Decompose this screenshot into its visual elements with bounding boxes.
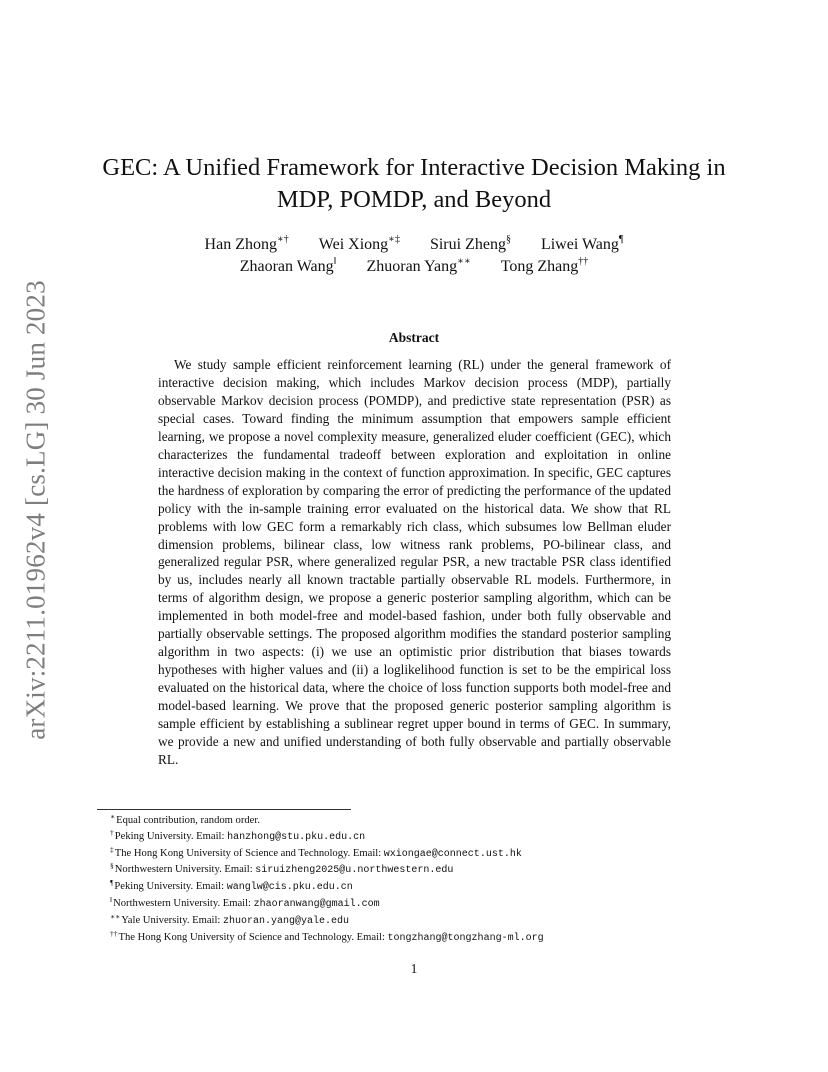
footnote-mark: ‡ bbox=[110, 844, 114, 854]
footnote-mark: ‖ bbox=[110, 894, 113, 904]
footnote-email: zhuoran.yang@yale.edu bbox=[223, 915, 350, 927]
footnote-mark: § bbox=[110, 861, 114, 871]
author-row-1 bbox=[0, 234, 828, 256]
author-footnote-mark: ∗‡ bbox=[388, 234, 400, 245]
abstract-heading: Abstract bbox=[388, 330, 440, 345]
author bbox=[319, 234, 400, 256]
footnote-item bbox=[110, 896, 750, 913]
author-footnote-mark: ‖ bbox=[333, 256, 337, 267]
footnote-mark: † bbox=[110, 827, 114, 837]
author-footnote-mark: § bbox=[505, 234, 511, 245]
footnote-email: tongzhang@tongzhang-ml.org bbox=[387, 932, 544, 944]
footnote-item bbox=[110, 862, 750, 879]
author-name: Tong Zhang bbox=[500, 258, 579, 275]
author bbox=[205, 234, 289, 256]
author-footnote-mark: ¶ bbox=[618, 234, 624, 245]
author-name: Liwei Wang bbox=[540, 236, 619, 253]
footnote-divider bbox=[97, 809, 351, 810]
author-footnote-mark: ∗∗ bbox=[457, 256, 471, 267]
footnote-item bbox=[110, 913, 750, 930]
footnote-item bbox=[110, 846, 750, 863]
author bbox=[240, 256, 337, 278]
footnote-mark: ∗ bbox=[110, 812, 116, 821]
footnote-text: Yale University. Email: bbox=[121, 914, 224, 926]
footnote-text: Equal contribution, random order. bbox=[116, 815, 260, 826]
footnote-item bbox=[110, 930, 750, 947]
paper-title-line-1: GEC: A Unified Framework for Interactive Decision Making in bbox=[102, 154, 726, 181]
author-name: Zhuoran Yang bbox=[366, 258, 458, 275]
footnote-text: Peking University. Email: bbox=[114, 830, 228, 842]
author-footnote-mark: †† bbox=[578, 256, 589, 267]
paper-title bbox=[0, 152, 828, 216]
footnote-mark: ∗∗ bbox=[110, 911, 121, 921]
page-number: 1 bbox=[410, 961, 418, 976]
footnote-text: The Hong Kong University of Science and Technology. Email: bbox=[114, 847, 384, 859]
footnote-text: The Hong Kong University of Science and Technology. Email: bbox=[118, 931, 388, 943]
footnote-item bbox=[110, 813, 750, 829]
abstract-text: We study sample efficient reinforcement learning (RL) under the general framework of interactive decision making, which includes Markov decision process (MDP), partially observable Markov decision process (POMDP), and predictive state representation (PSR) as special cases. Toward finding the minimum assumption that empowers sample efficient learning, we propose a novel complexity measure, generalized eluder coefficient (GEC), which characterizes the fundamental tradeoff between exploration and exploitation in online interactive decision making in the context of function approximation. In specific, GEC captures the hardness of exploration by comparing the error of predicting the performance of the updated policy with the in-sample training error evaluated on the historical data. We show that RL problems with low GEC form a remarkably rich class, which subsumes low Bellman eluder dimension problems, bilinear class, low witness rank problems, PO-bilinear class, and generalized regular PSR, where generalized regular PSR, a new tractable PSR class identified by us, includes nearly all known tractable partially observable RL models. Furthermore, in terms of algorithm design, we propose a generic posterior sampling algorithm, which can be implemented in both model-free and model-based fashion, under both fully observable and partially observable settings. The proposed algorithm modifies the standard posterior sampling algorithm in two aspects: (i) we use an optimistic prior distribution that biases towards hypotheses with higher values and (ii) a loglikelihood function is set to be the empirical loss evaluated on the historical data, where the choice of loss function supports both model-free and model-based learning. We prove that the proposed generic posterior sampling algorithm is sample efficient by establishing a sublinear regret upper bound in terms of GEC. In summary, we provide a new and unified understanding of both fully observable and partially observable RL. bbox=[158, 357, 671, 767]
footnote-mark: ¶ bbox=[110, 878, 114, 888]
footnote-item bbox=[110, 829, 750, 846]
author-footnote-mark: ∗† bbox=[276, 234, 289, 245]
paper-title-line-2: MDP, POMDP, and Beyond bbox=[276, 186, 552, 213]
author-name: Wei Xiong bbox=[318, 236, 389, 253]
author bbox=[366, 256, 470, 278]
author-row-2 bbox=[0, 256, 828, 278]
author-name: Sirui Zheng bbox=[429, 236, 506, 253]
footnote-list bbox=[110, 813, 750, 946]
footnote-mark: †† bbox=[110, 928, 118, 938]
footnote-text: Peking University. Email: bbox=[114, 881, 227, 893]
footnote-email: siruizheng2025@u.northwestern.edu bbox=[255, 865, 454, 877]
author bbox=[501, 256, 589, 278]
author-name: Zhaoran Wang bbox=[239, 258, 334, 275]
author bbox=[541, 234, 623, 256]
footnote-email: wxiongae@connect.ust.hk bbox=[383, 848, 522, 860]
footnote-email: hanzhong@stu.pku.edu.cn bbox=[227, 831, 366, 843]
author-list bbox=[0, 234, 828, 278]
footnote-email: wanglw@cis.pku.edu.cn bbox=[226, 882, 353, 894]
arxiv-identifier-watermark: arXiv:2211.01962v4 [cs.LG] 30 Jun 2023 bbox=[20, 280, 51, 740]
author-name: Han Zhong bbox=[204, 236, 277, 253]
author bbox=[430, 234, 511, 256]
footnote-email: zhaoranwang@gmail.com bbox=[253, 898, 380, 910]
footnote-item bbox=[110, 879, 750, 896]
footnote-text: Northwestern University. Email: bbox=[113, 897, 254, 909]
footnote-text: Northwestern University. Email: bbox=[114, 864, 256, 876]
